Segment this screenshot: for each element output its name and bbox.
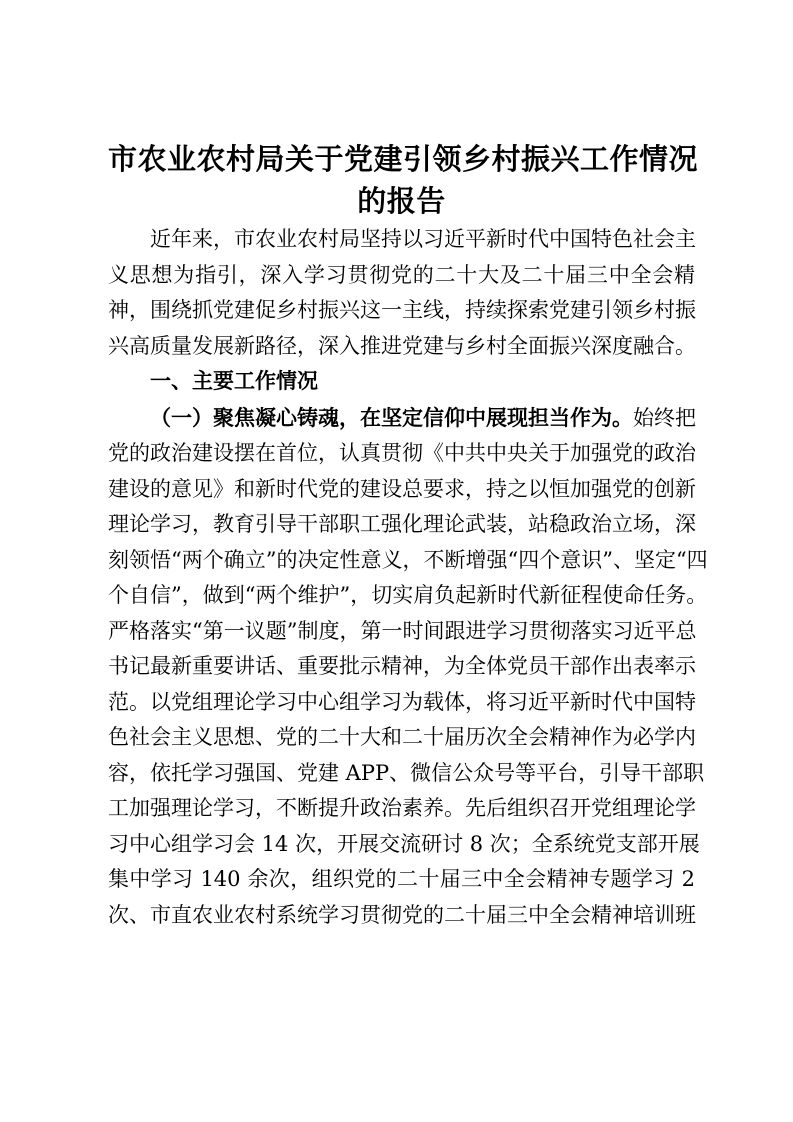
subsection-paragraph [108, 400, 708, 934]
body-line: 习中心组学习会 14 次，开展交流研讨 8 次；全系统党支部开展 [108, 831, 700, 856]
document-title [108, 138, 699, 222]
body-line: 严格落实“第一议题”制度，第一时间跟进学习贯彻落实习近平总 [108, 618, 697, 643]
body-line: 书记最新重要讲话、重要批示精神，为全体党员干部作出表率示 [108, 654, 696, 678]
subsection-heading: （一）聚焦凝心铸魂，在坚定信仰中展现担当作为。 [150, 404, 633, 430]
intro-paragraph [108, 222, 695, 364]
subsection-first-line [108, 400, 695, 437]
body-line: 容，依托学习强国、党建 APP、微信公众号等平台，引导干部职 [108, 760, 705, 785]
subsection-first-tail: 始终把 [633, 405, 696, 430]
intro-line: 兴高质量发展新路径，深入推进党建与乡村全面振兴深度融合。 [108, 333, 696, 358]
body-line: 范。以党组理论学习中心组学习为载体，将习近平新时代中国特 [108, 689, 696, 714]
intro-line: 义思想为指引，深入学习贯彻党的二十大及二十届三中全会精 [108, 262, 695, 287]
body-line: 次、市直农业农村系统学习贯彻党的二十届三中全会精神培训班 [108, 902, 696, 927]
body-line: 个自信”，做到“两个维护”，切实肩负起新时代新征程使命任务。 [108, 583, 708, 607]
section-heading: 一、主要工作情况 [150, 369, 318, 393]
body-line: 刻领悟“两个确立”的决定性意义，不断增强“四个意识”、坚定“四 [108, 547, 708, 572]
body-line: 理论学习，教育引导干部职工强化理论武装，站稳政治立场，深 [108, 512, 696, 536]
document-page [108, 138, 708, 933]
intro-line: 近年来，市农业农村局坚持以习近平新时代中国特色社会主 [150, 227, 696, 251]
title-line-1: 市农业农村局关于党建引领乡村振兴工作情况 [108, 142, 699, 176]
body-line: 党的政治建设摆在首位，认真贯彻《中共中央关于加强党的政治 [108, 441, 696, 465]
body-line: 色社会主义思想、党的二十大和二十届历次全会精神作为必学内 [108, 725, 696, 749]
body-line: 工加强理论学习，不断提升政治素养。先后组织召开党组理论学 [108, 796, 696, 820]
body-line: 集中学习 140 余次，组织党的二十届三中全会精神专题学习 2 [108, 867, 695, 891]
title-line-2: 的报告 [357, 184, 446, 218]
intro-line: 神，围绕抓党建促乡村振兴这一主线，持续探索党建引领乡村振 [108, 298, 696, 322]
body-line: 建设的意见》和新时代党的建设总要求，持之以恒加强党的创新 [108, 476, 696, 501]
